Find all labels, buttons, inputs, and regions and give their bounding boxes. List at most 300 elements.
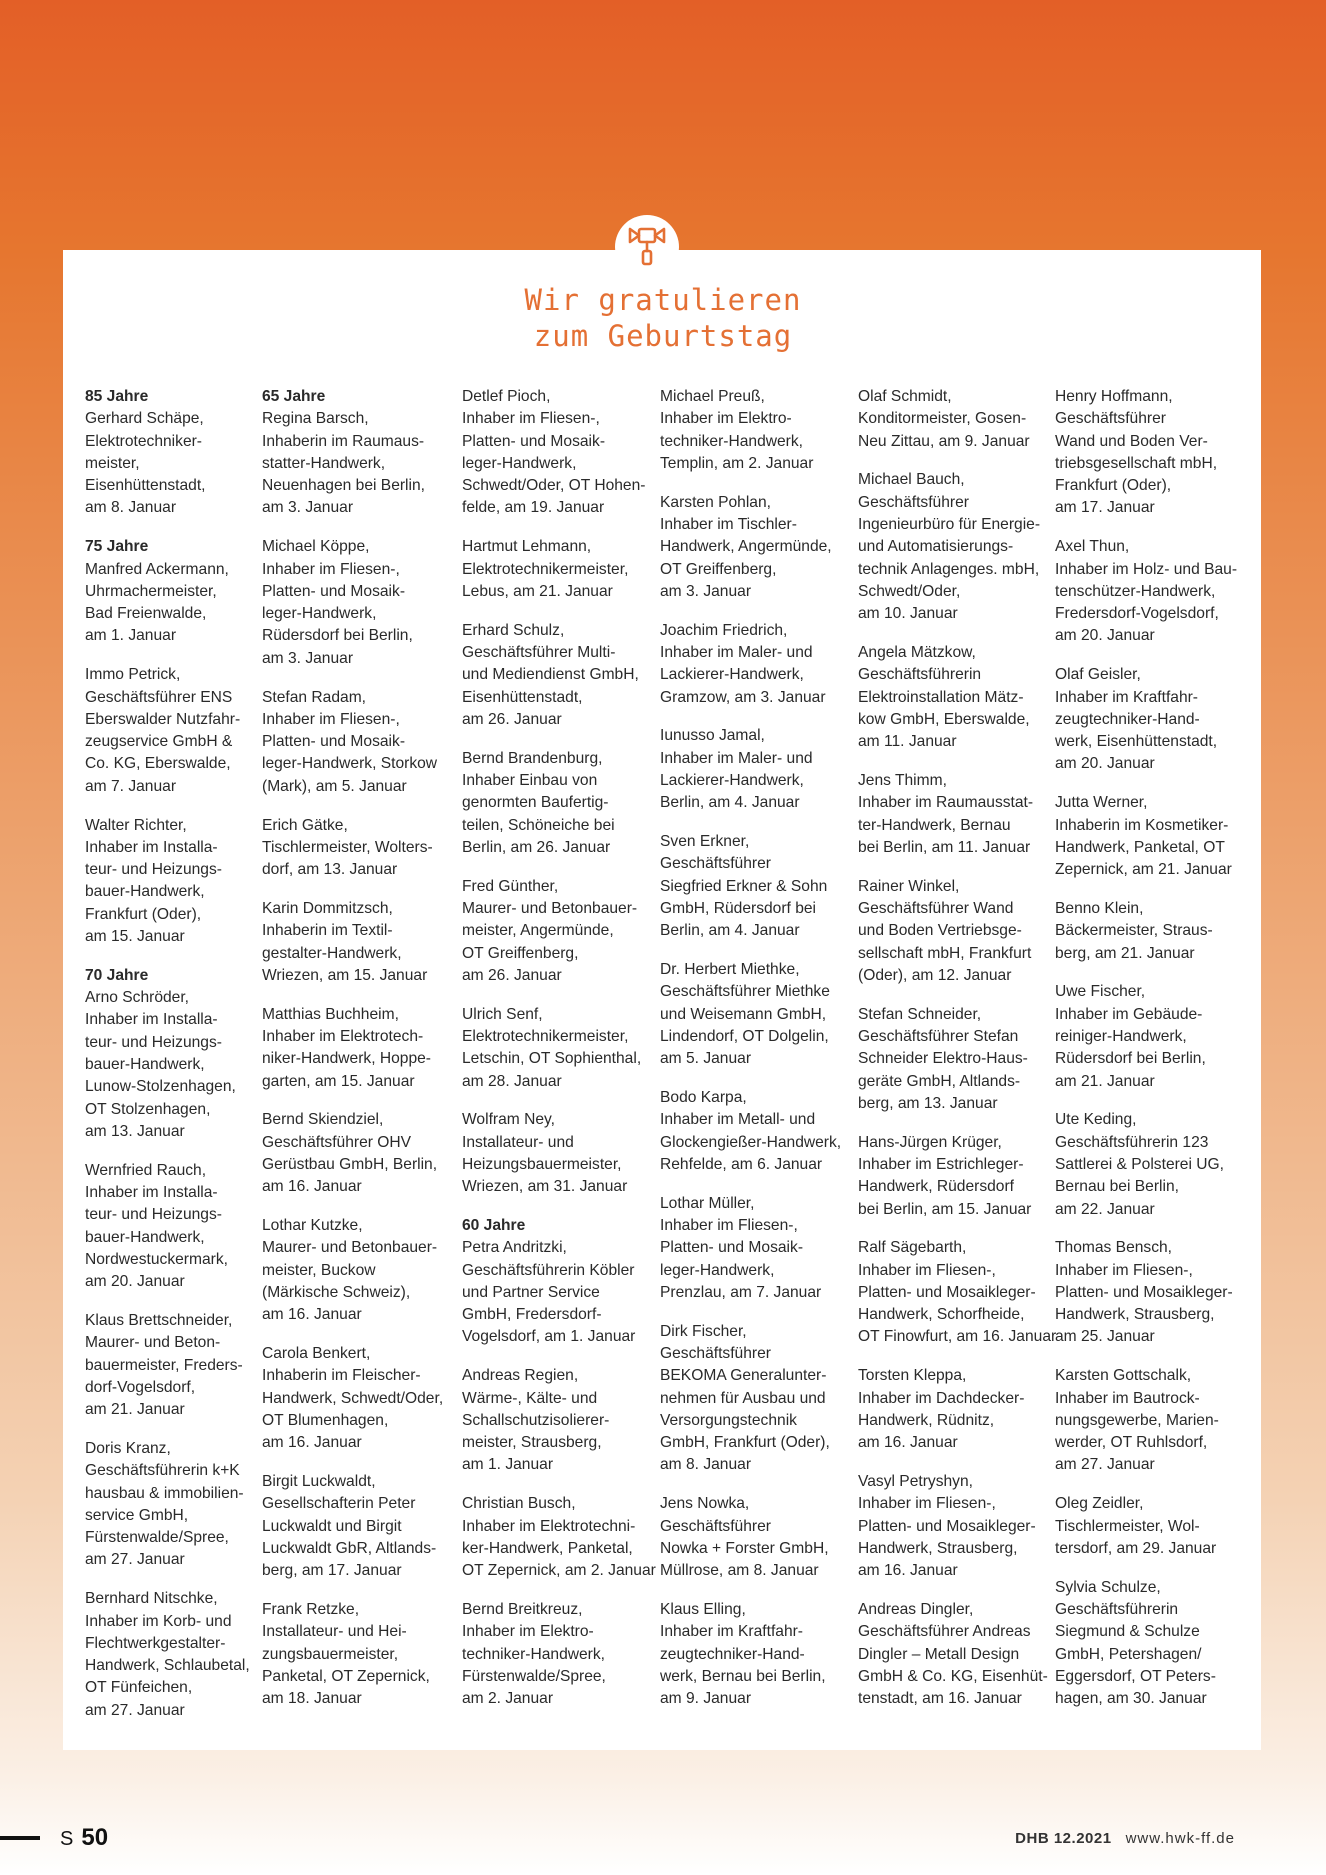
entry-line: Inhaber im Bautrock- [1055,1389,1200,1407]
entry-line: meister, Angermünde, [462,922,614,940]
entry-line: Frankfurt (Oder), [85,905,202,923]
entry-line: Luckwaldt GbR, Altlands- [262,1539,437,1557]
entry-line: Nowka + Forster GmbH, [660,1539,829,1557]
entry-line: Handwerk, Rüdersdorf [858,1178,1015,1196]
loudspeaker-icon [624,224,670,270]
entry-line: gestalter-Handwerk, [262,944,402,962]
entry-line: Siegfried Erkner & Sohn [660,877,828,895]
entry-line: Sattlerei & Polsterei UG, [1055,1155,1224,1173]
entry-line: Handwerk, Strausberg, [858,1539,1018,1557]
birthday-entry [262,1343,443,1454]
entry-line: Wriezen, am 31. Januar [462,1178,628,1196]
entry-line: Inhaberin im Raumaus- [262,432,425,450]
footer-rule [0,1836,40,1840]
birthday-entry [85,664,250,798]
entry-line: tenstadt, am 16. Januar [858,1690,1022,1708]
birthday-entry [1055,1109,1237,1220]
entry-line: am 21. Januar [85,1401,185,1419]
entry-line: Inhaber im Estrichleger- [858,1155,1024,1173]
entry-line: statter-Handwerk, [262,454,386,472]
entry-line: zungsbauermeister, [262,1645,399,1663]
entry-line: Stefan Radam, [262,688,367,706]
entry-line: Thomas Bensch, [1055,1239,1173,1257]
entry-line: Michael Bauch, [858,471,965,489]
entry-line: Inhaber im Fliesen-, [660,1217,798,1234]
birthday-entry [262,1004,443,1093]
entry-line: Eggersdorf, OT Peters- [1055,1667,1216,1685]
entry-line: Flechtwerkgestalter- [85,1634,226,1652]
entry-line: Lackierer-Handwerk, [660,771,804,789]
entry-line: am 1. Januar [85,627,177,645]
entry-line: Lunow-Stolzenhagen, [85,1078,236,1096]
entry-line: ker-Handwerk, Panketal, [462,1539,633,1557]
birthday-entry [1055,1493,1237,1560]
entry-line: Frank Retzke, [262,1600,360,1618]
entry-line: Inhaber im Maler- und [660,749,813,767]
entry-line: und Mediendienst GmbH, [462,666,639,684]
entry-line: Michael Köppe, [262,538,370,556]
entry-line: am 3. Januar [262,649,354,667]
entry-line: Sylvia Schulze, [1055,1578,1161,1596]
birthday-entry [462,876,656,987]
entry-line: Geschäftsführer ENS [85,688,233,706]
entry-line: Jens Thimm, [858,771,947,789]
entry-line: Prenzlau, am 7. Januar [660,1283,822,1301]
birthday-entry [462,620,656,731]
entry-line: Uwe Fischer, [1055,983,1146,1001]
entry-line: Fredersdorf-Vogelsdorf, [1055,605,1219,623]
entry-line: Installateur- und Hei- [262,1623,407,1641]
entry-line: Wand und Boden Ver- [1055,432,1208,450]
entry-line: Stefan Schneider, [858,1005,982,1023]
entry-line: Bodo Karpa, [660,1089,747,1107]
entry-line: Immo Petrick, [85,666,181,684]
entry-line: Platten- und Mosaik- [262,582,406,600]
entry-line: Inhaber im Fliesen-, [858,1495,996,1513]
entry-line: OT Greiffenberg, [660,560,777,578]
entry-line: Eberswalder Nutzfahr- [85,710,241,728]
entry-line: Platten- und Mosaikleger- [1055,1283,1233,1301]
entry-line: Matthias Buchheim, [262,1005,399,1023]
entry-line: Inhaber im Tischler- [660,515,797,533]
entry-line: am 8. Januar [660,1456,752,1474]
birthday-entry [462,1004,656,1093]
birthday-entry [85,1310,250,1421]
entry-line: Lindendorf, OT Dolgelin, [660,1027,829,1045]
entry-line: Henry Hoffmann, [1055,388,1173,405]
entry-line: Rüdersdorf bei Berlin, [1055,1050,1206,1068]
entry-line: Bernd Breitkreuz, [462,1600,583,1618]
entry-line: Angela Mätzkow, [858,643,976,661]
entry-line: GmbH, Frankfurt (Oder), [660,1434,830,1452]
entry-line: Frankfurt (Oder), [1055,477,1172,495]
entry-line: bei Berlin, am 11. Januar [858,838,1031,856]
entry-line: Birgit Luckwaldt, [262,1472,376,1490]
entry-line: niker-Handwerk, Hoppe- [262,1050,432,1068]
birthday-entry [660,1599,841,1710]
entry-line: dorf, am 13. Januar [262,861,398,879]
entry-line: Zepernick, am 21. Januar [1055,861,1232,879]
entry-line: Ralf Sägebarth, [858,1239,967,1257]
entry-line: Inhaber im Korb- und [85,1612,232,1630]
column-1 [85,386,250,1739]
entry-line: teilen, Schöneiche bei [462,816,615,834]
entry-line: Ulrich Senf, [462,1005,543,1023]
entry-line: Wärme-, Kälte- und [462,1389,598,1407]
entry-line: Christian Busch, [462,1495,576,1513]
entry-line: Gerüstbau GmbH, Berlin, [262,1155,438,1173]
birthday-entry [1055,792,1237,881]
entry-line: Platten- und Mosaik- [660,1239,804,1257]
entry-line: Siegmund & Schulze [1055,1623,1200,1641]
entry-line: Inhaber im Installa- [85,838,218,856]
entry-line: Maurer- und Betonbauer- [262,1239,438,1257]
entry-line: am 27. Januar [85,1551,185,1569]
birthday-entry [858,1365,1056,1454]
entry-line: am 20. Januar [1055,627,1155,645]
entry-line: tenschützer-Handwerk, [1055,582,1216,600]
entry-line: Wolfram Ney, [462,1111,555,1129]
entry-line: teur- und Heizungs- [85,1206,222,1224]
entry-line: Ingenieurbüro für Energie- [858,515,1041,533]
entry-line: Bernau bei Berlin, [1055,1178,1179,1196]
entry-line: BEKOMA Generalunter- [660,1367,827,1385]
entry-line: Versorgungstechnik [660,1411,797,1429]
entry-line: am 27. Januar [85,1701,185,1719]
entry-line: felde, am 19. Januar [462,499,605,517]
entry-line: am 1. Januar [462,1456,554,1474]
entry-line: am 3. Januar [262,499,354,517]
entry-line: bauer-Handwerk, [85,1056,205,1074]
entry-line: nehmen für Ausbau und [660,1389,826,1407]
column-2 [262,386,443,1727]
entry-line: am 28. Januar [462,1072,562,1090]
entry-line: technik Anlagenges. mbH, [858,560,1040,578]
entry-line: am 18. Januar [262,1690,362,1708]
entry-line: Inhaber Einbau von [462,771,598,789]
entry-line: kow GmbH, Eberswalde, [858,710,1030,728]
birthday-entry [85,815,250,949]
entry-line: am 26. Januar [462,710,562,728]
entry-line: am 3. Januar [660,582,752,600]
entry-line: am 8. Januar [85,499,177,517]
entry-line: am 20. Januar [1055,755,1155,773]
age-group-heading: 85 Jahre [85,388,149,405]
entry-line: werk, Bernau bei Berlin, [660,1667,826,1685]
birthday-entry [1055,386,1237,520]
entry-line: Inhaber im Elektrotechni- [462,1517,636,1535]
birthday-entry [1055,1237,1237,1348]
entry-line: nungsgewerbe, Marien- [1055,1411,1219,1429]
entry-line: Gerhard Schäpe, [85,410,204,428]
entry-line: Geschäftsführerin [1055,1600,1179,1618]
entry-line: Inhaber im Fliesen-, [262,710,400,728]
page-prefix: S [60,1828,74,1850]
birthday-entry [85,1588,250,1722]
entry-line: meister, Buckow [262,1261,376,1279]
entry-line: am 13. Januar [85,1122,185,1140]
birthday-entry [262,1109,443,1198]
birthday-entry [85,1160,250,1294]
birthday-entry [858,386,1056,453]
entry-line: reiniger-Handwerk, [1055,1027,1187,1045]
entry-line: Platten- und Mosaikleger- [858,1283,1036,1301]
birthday-entry [462,536,656,603]
birthday-entry [462,1215,656,1349]
birthday-entry [1055,664,1237,775]
entry-line: Wernfried Rauch, [85,1161,207,1179]
entry-line: Müllrose, am 8. Januar [660,1562,819,1580]
entry-line: Handwerk, Strausberg, [1055,1306,1215,1324]
entry-line: Schwedt/Oder, OT Hohen- [462,477,646,495]
entry-line: bauer-Handwerk, [85,1228,205,1246]
entry-line: am 26. Januar [462,966,562,984]
entry-line: Geschäftsführer [660,1344,771,1362]
birthday-entry [1055,981,1237,1092]
birthday-entry [262,687,443,798]
entry-line: sellschaft mbH, Frankfurt [858,944,1032,962]
entry-line: am 2. Januar [462,1690,554,1708]
entry-line: Geschäftsführerin Köbler [462,1261,635,1279]
entry-line: garten, am 15. Januar [262,1072,415,1090]
page-title [0,282,1326,354]
entry-line: Berlin, am 4. Januar [660,794,800,812]
birthday-entry [858,1004,1056,1115]
entry-line: und Automatisierungs- [858,538,1014,556]
entry-line: Bernhard Nitschke, [85,1590,218,1608]
entry-line: Rehfelde, am 6. Januar [660,1155,823,1173]
entry-line: Geschäftsführer OHV [262,1133,412,1151]
entry-line: bauer-Handwerk, [85,883,205,901]
entry-line: Torsten Kleppa, [858,1367,967,1385]
birthday-entry [660,1321,841,1477]
entry-line: Geschäftsführer [660,855,771,873]
entry-line: Geschäftsführerin 123 [1055,1133,1209,1151]
entry-line: am 11. Januar [858,733,957,751]
entry-line: Elektrotechnikermeister, [462,1027,629,1045]
entry-line: genormten Baufertig- [462,794,609,812]
entry-line: Hartmut Lehmann, [462,538,592,556]
entry-line: Dingler – Metall Design [858,1645,1020,1663]
entry-line: OT Fünfeichen, [85,1679,193,1697]
entry-line: am 16. Januar [262,1434,362,1452]
entry-line: und Weisemann GmbH, [660,1005,827,1023]
entry-line: Gramzow, am 3. Januar [660,688,826,706]
entry-line: Inhaber im Holz- und Bau- [1055,560,1238,578]
entry-line: Handwerk, Rüdnitz, [858,1411,995,1429]
entry-line: Iunusso Jamal, [660,727,765,745]
page-number-value: 50 [81,1824,109,1851]
entry-line: Installateur- und [462,1133,574,1151]
entry-line: werder, OT Ruhlsdorf, [1055,1434,1208,1452]
entry-line: Platten- und Mosaik- [262,733,406,751]
age-group-heading: 70 Jahre [85,966,149,984]
entry-line: OT Finowfurt, am 16. Januar [858,1328,1057,1346]
entry-line: Berlin, am 26. Januar [462,838,611,856]
birthday-entry [660,620,841,709]
birthday-entry [462,1493,656,1582]
entry-line: am 10. Januar [858,605,958,623]
entry-line: Vasyl Petryshyn, [858,1472,973,1490]
entry-line: Luckwaldt und Birgit [262,1517,402,1535]
entry-line: Geschäftsführer Miethke [660,983,830,1001]
entry-line: OT Stolzenhagen, [85,1100,211,1118]
entry-line: Inhaber im Elektrotech- [262,1027,424,1045]
entry-line: berg, am 17. Januar [262,1562,402,1580]
entry-line: GmbH, Fredersdorf- [462,1306,602,1324]
entry-line: techniker-Handwerk, [462,1645,606,1663]
entry-line: Schwedt/Oder, [858,582,961,600]
entry-line: Geschäftsführer [1055,410,1166,428]
entry-line: am 16. Januar [262,1178,362,1196]
entry-line: Geschäftsführer Wand [858,899,1014,917]
entry-line: Manfred Ackermann, [85,560,229,578]
entry-line: Detlef Pioch, [462,388,551,405]
entry-line: Handwerk, Schwedt/Oder, [262,1389,444,1407]
entry-line: OT Greiffenberg, [462,944,579,962]
entry-line: Elektrotechnikermeister, [462,560,629,578]
birthday-entry [262,536,443,670]
entry-line: Schneider Elektro-Haus- [858,1050,1028,1068]
entry-line: Handwerk, Schlaubetal, [85,1657,250,1675]
entry-line: Lothar Müller, [660,1194,755,1212]
birthday-entry [262,898,443,987]
entry-line: am 7. Januar [85,777,177,795]
entry-line: Karin Dommitzsch, [262,899,393,917]
birthday-entry [660,725,841,814]
entry-line: Maurer- und Beton- [85,1334,221,1352]
entry-line: am 21. Januar [1055,1072,1155,1090]
entry-line: dorf-Vogelsdorf, [85,1378,196,1396]
entry-line: bauermeister, Freders- [85,1356,243,1374]
entry-line: Ute Keding, [1055,1111,1137,1129]
entry-line: geräte GmbH, Altlands- [858,1072,1021,1090]
birthday-entry [1055,1577,1237,1711]
entry-line: Elektroinstallation Mätz- [858,688,1024,706]
column-4 [660,386,841,1727]
birthday-entry [1055,898,1237,965]
entry-line: am 25. Januar [1055,1328,1155,1346]
entry-line: Uhrmachermeister, [85,582,217,600]
entry-line: berg, am 21. Januar [1055,944,1195,962]
website-link[interactable]: www.hwk-ff.de [1125,1830,1235,1847]
entry-line: GmbH, Petershagen/ [1055,1645,1202,1663]
entry-line: Inhaber im Fliesen-, [858,1261,996,1279]
birthday-entry [462,1365,656,1476]
birthday-entry [660,386,841,475]
entry-line: triebsgesellschaft mbH, [1055,454,1218,472]
entry-line: Handwerk, Angermünde, [660,538,832,556]
entry-line: meister, Strausberg, [462,1434,602,1452]
entry-line: OT Zepernick, am 2. Januar [462,1562,656,1580]
birthday-entry [262,1599,443,1710]
entry-line: Geschäftsführerin [858,666,982,684]
entry-line: Inhaber im Dachdecker- [858,1389,1025,1407]
entry-line: Olaf Schmidt, [858,388,952,405]
column-6 [1055,386,1237,1727]
entry-line: Olaf Geisler, [1055,666,1141,684]
birthday-entry [660,1193,841,1304]
birthday-entry [462,748,656,859]
entry-line: am 27. Januar [1055,1456,1155,1474]
birthday-entry [85,1438,250,1572]
entry-line: GmbH & Co. KG, Eisenhüt- [858,1667,1048,1685]
entry-line: Arno Schröder, [85,989,190,1007]
entry-line: Elektrotechniker- [85,432,202,450]
column-5 [858,386,1056,1727]
entry-line: leger-Handwerk, [262,605,377,623]
age-group-heading: 60 Jahre [462,1217,526,1234]
birthday-entry [262,386,443,520]
entry-line: Joachim Friedrich, [660,621,788,639]
entry-line: teur- und Heizungs- [85,1033,222,1051]
entry-line: Konditormeister, Gosen- [858,410,1027,428]
entry-line: Tischlermeister, Wolters- [262,838,433,856]
birthday-entry [660,1087,841,1176]
age-group-heading: 65 Jahre [262,388,326,405]
entry-line: bei Berlin, am 15. Januar [858,1200,1032,1218]
birthday-entry [858,469,1056,625]
entry-line: Vogelsdorf, am 1. Januar [462,1328,636,1346]
entry-line: Andreas Dingler, [858,1600,974,1618]
header-badge [615,215,679,279]
entry-line: (Mark), am 5. Januar [262,777,407,795]
entry-line: Bäckermeister, Straus- [1055,922,1213,940]
title-line-2: zum Geburtstag [533,319,793,353]
birthday-entry [660,492,841,603]
entry-line: Geschäftsführer [660,1517,771,1535]
entry-line: zeugtechniker-Hand- [1055,710,1200,728]
entry-line: Axel Thun, [1055,538,1130,556]
entry-line: Carola Benkert, [262,1344,371,1362]
entry-line: Templin, am 2. Januar [660,454,814,472]
entry-line: Inhaber im Elektro- [660,410,792,428]
birthday-entry [858,1237,1056,1348]
birthday-entry [858,1132,1056,1221]
entry-line: Karsten Pohlan, [660,493,771,511]
entry-line: Regina Barsch, [262,410,369,428]
entry-line: Eisenhüttenstadt, [462,688,583,706]
entry-line: Inhaberin im Kosmetiker- [1055,816,1229,834]
entry-line: Benno Klein, [1055,899,1144,917]
entry-line: Walter Richter, [85,816,187,834]
footer-info [1015,1830,1235,1847]
page-number [60,1824,108,1852]
entry-line: Letschin, OT Sophienthal, [462,1050,642,1068]
birthday-entry [1055,1365,1237,1476]
entry-line: teur- und Heizungs- [85,861,222,879]
entry-line: GmbH, Rüdersdorf bei [660,899,816,917]
entry-line: am 22. Januar [1055,1200,1155,1218]
birthday-entry [858,1599,1056,1710]
entry-line: tersdorf, am 29. Januar [1055,1539,1217,1557]
entry-line: Inhaber im Kraftfahr- [660,1623,804,1641]
birthday-entry [85,386,250,520]
entry-line: zeugtechniker-Hand- [660,1645,805,1663]
entry-line: Fürstenwalde/Spree, [462,1667,606,1685]
entry-line: und Boden Vertriebsge- [858,922,1022,940]
entry-line: berg, am 13. Januar [858,1094,998,1112]
entry-line: Berlin, am 4. Januar [660,922,800,940]
entry-line: hausbau & immobilien- [85,1484,244,1502]
birthday-entry [858,642,1056,753]
entry-line: ter-Handwerk, Bernau [858,816,1011,834]
entry-line: Geschäftsführer Multi- [462,643,616,661]
entry-line: Lothar Kutzke, [262,1217,363,1234]
birthday-entry [462,386,656,520]
birthday-entry [858,876,1056,987]
entry-line: Klaus Brettschneider, [85,1311,233,1329]
